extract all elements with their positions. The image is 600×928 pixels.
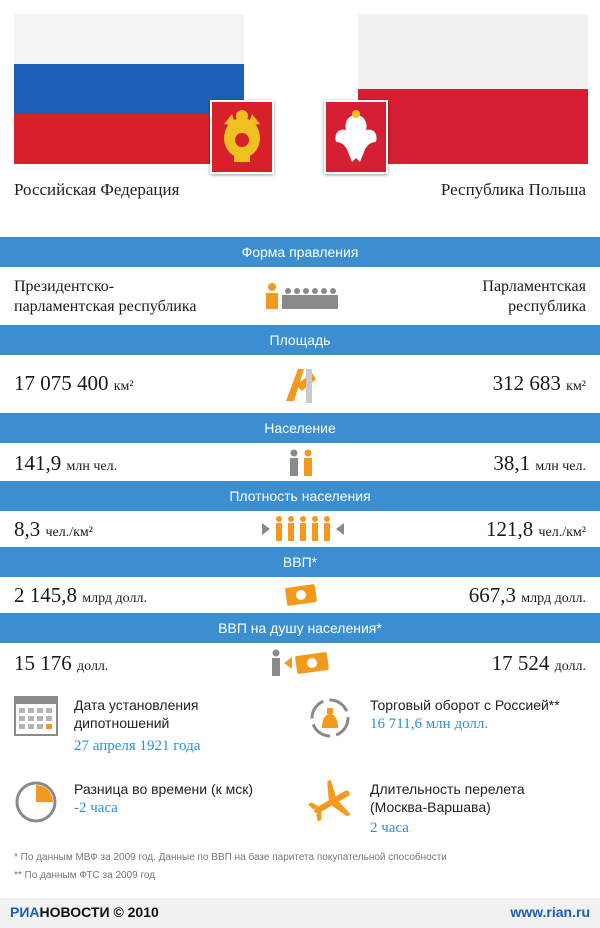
- info-area: [0, 688, 600, 898]
- parliament-icon: [264, 281, 340, 316]
- flags-header: [0, 0, 600, 232]
- gdp-left-unit: млрд долл.: [82, 591, 147, 606]
- poland-flag: [358, 14, 588, 164]
- density-left-value: 8,3: [14, 517, 41, 541]
- area-left-value: 17 075 400: [14, 371, 109, 395]
- russia-coat-of-arms-icon: [210, 100, 274, 174]
- time-value: -2 часа: [74, 800, 118, 816]
- calendar-icon: [14, 696, 58, 741]
- gdp-right: [469, 583, 586, 608]
- footnote-2: ** По данным ФТС за 2009 год: [14, 870, 156, 881]
- population-right-unit: млн чел.: [535, 459, 586, 474]
- country-right-label: Республика Польша: [440, 180, 586, 199]
- footnote-1: * По данным МВФ за 2009 год. Данные по ВВП на базе паритета покупательной способности: [14, 852, 447, 863]
- flight-title-line1: Длительность перелета: [370, 781, 525, 797]
- density-right: [486, 517, 586, 542]
- section-header-gdp: ВВП*: [0, 547, 600, 577]
- gdp-per-capita-right-unit: долл.: [554, 659, 586, 674]
- density-left: [14, 517, 93, 542]
- population-right-value: 38,1: [493, 451, 531, 475]
- population-left-value: 141,9: [14, 451, 62, 475]
- row-area: [0, 355, 600, 413]
- government-left: [14, 277, 196, 317]
- trade-title: Торговый оборот с Россией**: [370, 697, 560, 713]
- government-left-line2: парламентская республика: [14, 298, 197, 315]
- flight-title: [370, 780, 525, 816]
- gdp-left: [14, 583, 147, 608]
- flight-value: 2 часа: [370, 820, 409, 836]
- row-gdp: [0, 577, 600, 613]
- government-right-line2: республика: [508, 298, 586, 315]
- density-right-unit: чел./км²: [538, 525, 586, 540]
- area-right-unit: км²: [566, 379, 586, 394]
- density-people-icon: [262, 515, 344, 548]
- gdp-per-capita-left-value: 15 176: [14, 651, 72, 675]
- relations-value: 27 апреля 1921 года: [74, 738, 201, 754]
- gdp-per-capita-right: [492, 651, 586, 676]
- row-population: [0, 443, 600, 481]
- government-left-line1: Президентско-: [14, 278, 115, 295]
- row-gdp-per-capita: [0, 643, 600, 683]
- population-left-unit: млн чел.: [66, 459, 118, 474]
- gdp-per-capita-left: [14, 651, 108, 676]
- site-link[interactable]: www.rian.ru: [510, 904, 590, 920]
- trade-value: 16 711,6 млн долл.: [370, 716, 489, 732]
- flight-title-line2: (Москва-Варшава): [370, 799, 491, 815]
- density-right-value: 121,8: [486, 517, 534, 541]
- relations-title-line2: дипотношений: [74, 715, 170, 731]
- footer: [0, 898, 600, 928]
- time-title: Разница во времени (к мск): [74, 781, 254, 797]
- clock-icon: [14, 780, 58, 829]
- government-right-line1: Парламентская: [482, 278, 586, 295]
- airplane-icon: [308, 778, 356, 831]
- section-header-population: Население: [0, 413, 600, 443]
- person-money-icon: [270, 649, 332, 682]
- area-right-value: 312 683: [492, 371, 561, 395]
- gdp-right-unit: млрд долл.: [521, 591, 586, 606]
- poland-coat-of-arms-icon: [324, 100, 388, 174]
- density-left-unit: чел./км²: [45, 525, 93, 540]
- area-left-unit: км²: [113, 379, 134, 394]
- brand-ria: РИА: [10, 904, 40, 920]
- area-right: [493, 371, 586, 396]
- section-header-government: Форма правления: [0, 237, 600, 267]
- ruler-icon: [282, 365, 318, 410]
- people-icon: [286, 449, 316, 482]
- government-right: [482, 277, 586, 317]
- trade-bag-icon: [308, 696, 352, 745]
- gdp-right-value: 667,3: [468, 583, 517, 607]
- gdp-per-capita-left-unit: долл.: [77, 659, 109, 674]
- row-density: [0, 511, 600, 547]
- copyright: © 2010: [113, 904, 159, 920]
- gdp-per-capita-right-value: 17 524: [491, 651, 550, 675]
- section-header-density: Плотность населения: [0, 481, 600, 511]
- population-left: [14, 451, 117, 476]
- relations-title: [74, 696, 199, 732]
- section-header-area: Площадь: [0, 325, 600, 355]
- brand-logo: [10, 904, 159, 920]
- brand-rest: НОВОСТИ: [39, 904, 110, 920]
- area-left: [14, 371, 134, 396]
- money-icon: [284, 583, 318, 612]
- population-right: [493, 451, 586, 476]
- country-left-label: Российская Федерация: [14, 180, 180, 199]
- row-government: [0, 267, 600, 325]
- section-header-gdp-per-capita: ВВП на душу населения*: [0, 613, 600, 643]
- gdp-left-value: 2 145,8: [14, 583, 77, 607]
- relations-title-line1: Дата установления: [74, 697, 199, 713]
